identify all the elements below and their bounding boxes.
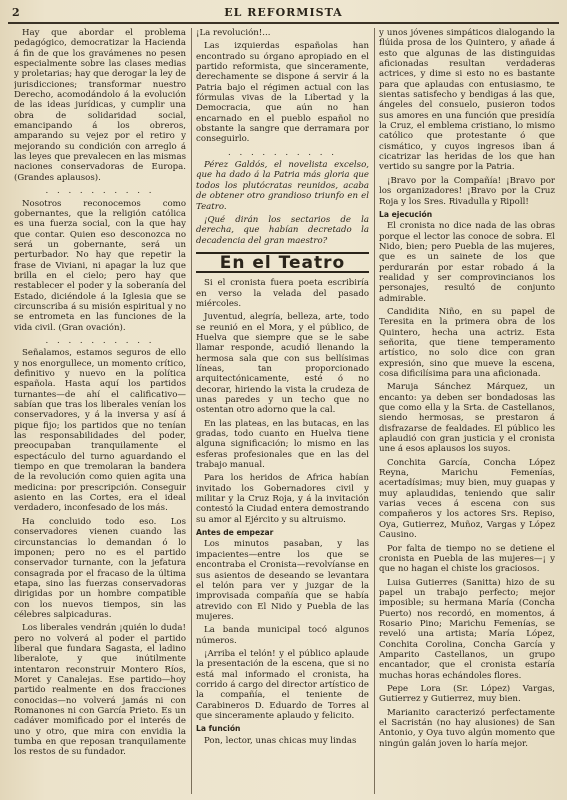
paragraph: Luisa Gutierres (Sanitta) hizo de su papel un trabajo perfecto; mejor imposible; su hermana María (Concha Puerto) nos recordó, en momentos, á Rosario Pino; Marichu Femenías, se reveló una artista; María López, Conchita Corolina, Concha García y Amparito Castellanos, un grupo encantador, que el cronista estaría muchas horas echándoles flores.	[379, 577, 555, 681]
column-2	[196, 28, 369, 794]
separator-dots: . . . . . . . . . .	[45, 186, 155, 197]
publication-title: EL REFORMISTA	[224, 6, 343, 19]
column-3	[379, 28, 555, 794]
paragraph: Pepe Lora (Sr. López) Vargas, Gutierrez y Gutierrez, muy bien.	[379, 683, 555, 705]
paragraph: Maruja Sánchez Márquez, un encanto: ya deben ser bondadosas las que como ella y la Srta. de Castellanos, siendo hermosas, se prestaron á disfrazarse de fealdades. El público les aplaudió con gran justicia y el cronista une á esos aplausos los suyos.	[379, 382, 555, 455]
paragraph: Conchita García, Concha López Reyna, Marichu Femenías, acertadísimas; muy bien, muy guapas y muy aplaudidas, teniendo que salir varias veces á escena con sus compañeros y los actores Srs. Repiso, Oya, Gutierrez, Muñoz, Vargas y López Causino.	[379, 457, 555, 541]
paragraph: Señalamos, estamos seguros de ello y nos enorgullece, un momento crítico, definitivo y nuevo en la política española. Hasta aquí los partidos turnantes—de ahí el calificativo—sabían que tras los liberales venían los conservadores, y á la inversa y así á pique fijo; los partidos que no tenían las responsabilidades del poder, preocupaban tranquilamente el espectáculo del turno aguardando el tiempo en que tremolaran la bandera de la revolución como quien agita una medicina: por prescripción. Conseguir asiento en las Cortes, era el ideal verdadero, inconfesado de los más.	[14, 348, 186, 514]
paragraph: Juventud, alegría, belleza, arte, todo se reunió en el Mora, y el público, de Huelva que siempre que se le sabe llamar responde, acudió llenando la hermosa sala que con sus bellísimas líneas, tan proporcionado arquitectónicamente, esté ó no decorar, hiriendo la vista la crudeza de unas paredes y un techo que no ostentan otro adorno que la cal.	[196, 312, 369, 416]
paragraph: Pérez Galdós, el novelista excelso, que ha dado á la Patria más gloria que todos los plutócratas reunidos, acaba de obtener otro grandioso triunfo en el Teatro.	[196, 160, 369, 212]
paragraph: Candidita Niño, en su papel de Teresita en la primera obra de los Quintero, hecha una actriz. Esta señorita, que tiene temperamento artístico, no solo dice con gran expresión, sino que mueve la escena, cosa dificilísima para una aficionada.	[379, 306, 555, 379]
paragraph: En las plateas, en las butacas, en las gradas, todo cuanto en Huelva tiene alguna significación; lo mismo en las esferas profesionales que en las del trabajo manual.	[196, 418, 369, 471]
paragraph: La banda municipal tocó algunos números.	[196, 625, 369, 646]
paragraph: y unos jóvenes simpáticos dialogando la flúida prosa de los Quintero, y añade á esto que algunas de las distinguidas aficionadas resultan verdaderas actrices, y dime si esto no es bastante para que aplaudas con entusiasmo, te sientas satisfecho y bendigas á las que, ángeles del consuelo, pusieron todos sus amores en una función que presidía la Cruz, el emblema cristiano, lo mismo católico que protestante ó que cismático, y cuyos ingresos iban á cicatrizar las heridas de los que han vertido su sangre por la Patria.	[379, 28, 555, 173]
paragraph: Ha concluido todo eso. Los conservadores vienen cuando las circunstancias lo demandan ó lo imponen; pero no es el partido conservador turnante, con la jefatura consagrada por el fracaso de la última etapa, sino las fuerzas conservadoras dirigidas por un hombre compatible con los nuevos tiempos, sin las célebres salpicaduras.	[14, 516, 186, 620]
header-rule	[8, 22, 559, 24]
paragraph: Los liberales vendrán ¡quién lo duda! pero no volverá al poder el partido liberal que fundara Sagasta, el ladino liberalote, y que inútilmente intentaron reconstruir Montero Ríos, Moret y Canalejas. Ese partido—hoy partido realmente en dos fracciones conocidas—no volverá jamás ni con Romanones ni con García Prieto. Es un cadáver momificado por el interés de uno y otro, que mira con envidia la tumba en que reposan tranquilamente los restos de su fundador.	[14, 623, 186, 758]
paragraph: Si el cronista fuera poeta escribiría en verso la velada del pasado miércoles.	[196, 278, 369, 309]
paragraph: ¡La revolución!...	[196, 28, 271, 38]
paragraph: ¡Bravo por la Compañía! ¡Bravo por los organizadores! ¡Bravo por la Cruz Roja y los Sres. Rivadulla y Ripoll!	[379, 175, 555, 207]
paragraph: Los minutos pasaban, y las impacientes—entre los que se encontraba el Cronista—revolvíanse en sus asientos de deseando se levantara el telón para ver y juzgar de la improvisada compañía que se había atrevido con El Nido y Puebla de las mujeres.	[196, 539, 369, 622]
paragraph: Pon, lector, unas chicas muy lindas	[204, 735, 357, 746]
paragraph: Las izquierdas españolas han encontrado su órgano apropiado en el partido reformista, que sinceramente, derechamente se dispone á servir á la Patria bajo el régimen actual con las fórmulas vivas de la Libertad y la Democracia, que aún no han encarnado en el pueblo español no obstante la sangre que derramara por conseguirlo.	[196, 41, 369, 145]
column-divider	[374, 28, 375, 794]
page-number: 2	[12, 6, 20, 19]
page-header	[8, 4, 559, 24]
paragraph: Para los heridos de Africa habían invitado los Gobernadores civil y militar y la Cruz Roja, y á la invitación contestó la Ciudad entera demostrando su amor al Ejército y su altruismo.	[196, 473, 369, 525]
column-divider	[191, 28, 192, 794]
paragraph: ¡Qué dirán los sectarios de la derecha, que habían decretado la decadencia del gran maestro?	[196, 214, 369, 246]
subheading: La función	[196, 724, 241, 734]
column-1	[14, 28, 186, 794]
paragraph: Marianito caracterizó perfectamente el Sacristán (no hay alusiones) de San Antonio, y Oya tuvo algún momento que ningún galán joven lo haría mejor.	[379, 707, 555, 749]
paragraph: Nosotros reconocemos como gobernantes, que la religión católica es una fuerza social, con la que hay que contar. Quien eso desconozca no será un gobernante, será un perturbador. No hay que repetir la frase de Viviani, ni apagar la luz que brilla en el cielo; pero hay que restablecer el poder y la soberanía del Estado, diciéndole á la Iglesia que se circunscriba á su misión espiritual y no se entrometa en las funciones de la vida civil. (Gran ovación).	[14, 198, 186, 333]
paragraph: Por falta de tiempo no se detiene el cronista en Puebla de las mujeres—¡ y que no hagan el chiste los graciosos.	[379, 543, 555, 575]
paragraph: El cronista no dice nada de las obras porque el lector las conoce de sobra. El Nido, bien; pero Puebla de las mujeres, que es un sainete de los que perdurarán por estar robado á la realidad y ser comprovincianos los personajes, resultó de conjunto admirable.	[379, 221, 555, 304]
separator-dots: . . . . . . . . . .	[45, 335, 155, 346]
subheading: La ejecución	[379, 209, 433, 219]
subheading: Antes de empezar	[196, 528, 274, 538]
section-title: En el Teatro	[196, 252, 369, 273]
paragraph: ¡Arriba el telón! y el público aplaude la presentación de la escena, que si no está mal informado el cronista, ha corrido á cargo del director artístico de la compañía, el teniente de Carabineros D. Eduardo de Torres al que sinceramente aplaudo y felicito.	[196, 648, 369, 721]
paragraph: Hay que abordar el problema pedagógico, democratizar la Hacienda á fin de que los gravámenes no pesen especialmente sobre las clases medias y proletarias; hay que derogar la ley de jurisdicciones; transformar nuestro Derecho, acomodándolo á la evolución de las ideas jurídicas, y cumplir una obra de solidaridad social, emancipando á los obreros, amparando su vejez por el retiro y mejorando su condición con arreglo á las leyes que prevalecen en las mismas naciones conservadoras de Europa. (Grandes aplausos).	[14, 28, 186, 183]
separator-dots: . . . . . . . . . .	[228, 147, 337, 158]
